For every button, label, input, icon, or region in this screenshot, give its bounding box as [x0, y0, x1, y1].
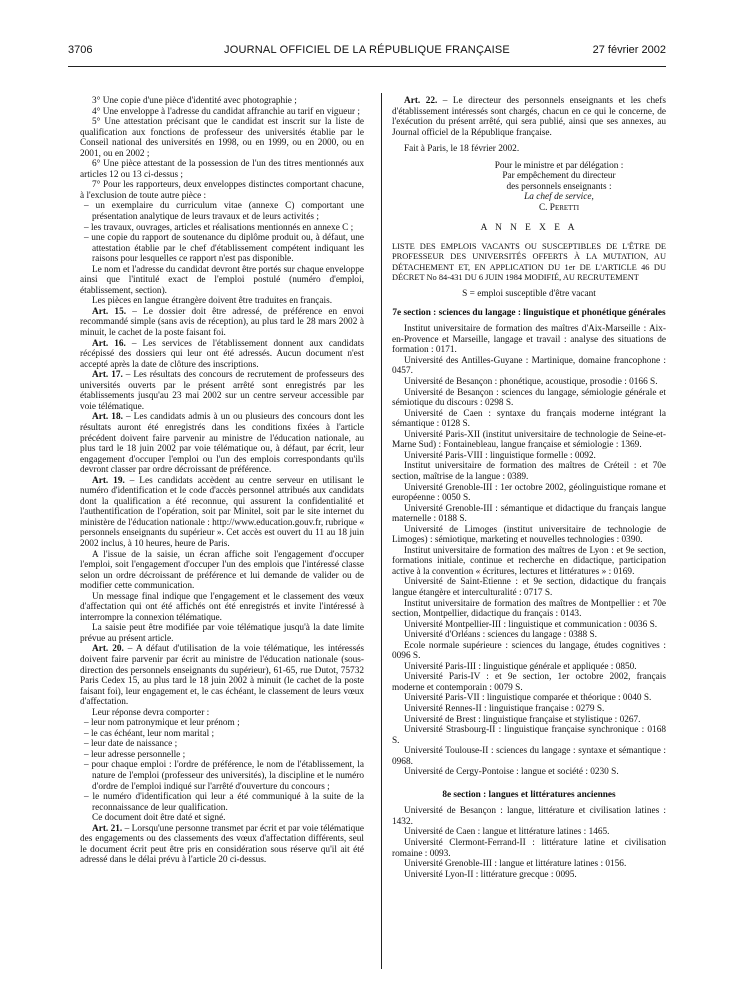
section-title-text: 8e section : langues et littératures anciennes: [442, 789, 616, 800]
paragraph-text: Les pièces en langue étrangère doivent être traduites en français.: [92, 296, 333, 307]
paragraph: [80, 729, 364, 740]
paragraph-text: – un exemplaire du curriculum vitae (annexe C) comportant une présentation analytique de leurs travaux et de leurs activités ;: [84, 201, 364, 223]
list-item: Université Grenoble-III : langue et littérature latines : 0156.: [404, 859, 627, 870]
paragraph: [80, 813, 364, 824]
paragraph: [80, 750, 364, 761]
section-title-text: 7e section : sciences du langage : linguistique et phonétique générales: [392, 307, 666, 318]
article-paragraph: [80, 307, 364, 339]
paragraph: [80, 159, 364, 180]
page-header: [68, 44, 666, 60]
paragraph-text: – Les candidats admis à un ou plusieurs des concours dont les résultats auront été enregistrés dans les conditions fixées à l'article précédent doivent faire parvenir au ministre de l'éducation nationale, au plus tard le 18 juin 2002 par voie télématique ou, à défaut, par écrit, leur engagement d'occuper l'emploi ou l'un des emplois correspondants qu'ils devront classer par ordre décroissant de préférence.: [80, 412, 364, 476]
list-item: Université Paris-III : linguistique générale et appliquée : 0850.: [404, 661, 637, 672]
paragraph-text: – Les candidats accèdent au centre serveur en utilisant le numéro d'identification et le code d'accès personnel attribués aux candidats dont la qualification a été reconnue, qui assurent la confidentialité et l'authentification de l'opération, soit par Minitel, soit par le site internet du ministère de l'éducation nationale : http://www.education.gouv.fr, rubrique « personnels enseignants du supérieur ». Cet accès est ouvert du 11 au 18 juin 2002 inclus, à 10 heures, heure de Paris.: [80, 475, 364, 549]
list-item: Université d'Orléans : sciences du langage : 0388 S.: [404, 630, 597, 641]
list-item: Université Grenoble-III : 1er octobre 2002, géolinguistique romane et européenne : 0050 S.: [392, 482, 666, 504]
paragraph: [80, 718, 364, 729]
list-item: Université Paris-IV : et 9e section, 1er octobre 2002, français moderne et contemporain : 0079 S.: [392, 672, 666, 693]
article-paragraph: [80, 339, 364, 371]
paragraph: [80, 201, 364, 222]
paragraph-text: 6° Une pièce attestant de la possession de l'un des titres mentionnés aux articles 12 ou 13 ci-dessus ;: [80, 159, 364, 180]
article-label: Art. 18.: [92, 412, 123, 423]
paragraph-text: – leur date de naissance ;: [84, 739, 178, 750]
paragraph: [80, 592, 364, 624]
paragraph-text: Le nom et l'adresse du candidat devront être portés sur chaque enveloppe ainsi que l'intitulé exact de l'emploi postulé (numéro d'emploi, établissement, section).: [80, 264, 364, 296]
paragraph-text: – le cas échéant, leur nom marital ;: [84, 728, 215, 739]
paragraph-text: La saisie peut être modifiée par voie télématique jusqu'à la date limite prévue au présent article.: [80, 623, 364, 644]
paragraph: [80, 180, 364, 201]
paragraph-text: – une copie du rapport de soutenance du diplôme produit ou, à défaut, une attestation établie par le chef d'établissement compétent indiquant les raisons pour lesquelles ce rapport n'est pas disponible.: [84, 233, 364, 265]
article-label: Art. 17.: [92, 370, 123, 381]
list-item: Université de Brest : linguistique française et stylistique : 0267.: [404, 714, 641, 725]
list-item: Université Paris-VII : linguistique comparée et théorique : 0040 S.: [404, 693, 652, 704]
paragraph: [80, 96, 364, 107]
list-item: Ecole normale supérieure : sciences du langage, études cognitives : 0096 S.: [392, 640, 666, 662]
list-item: Université de Caen : syntaxe du français moderne intégrant la sémantique : 0128 S.: [392, 408, 666, 430]
right-column: [392, 96, 666, 880]
paragraph: [80, 792, 364, 813]
article-paragraph: [80, 644, 364, 707]
paragraph-text: – leur nom patronymique et leur prénom ;: [84, 718, 240, 729]
journal-title: JOURNAL OFFICIEL DE LA RÉPUBLIQUE FRANÇAISE: [224, 44, 510, 56]
issue-date: 27 février 2002: [592, 44, 666, 56]
paragraph-text: Ce document doit être daté et signé.: [92, 813, 226, 824]
list-item: Université de Caen : langue et littérature latines : 1465.: [404, 827, 610, 838]
paragraph: [80, 623, 364, 644]
list-item: Université Strasbourg-II : linguistique française synchronique : 0168 S.: [392, 725, 666, 746]
annexe-title: A N N E X E A: [480, 223, 578, 234]
paragraph-text: – leur adresse personnelle ;: [84, 749, 186, 760]
paragraph-text: – Les services de l'établissement donnent aux candidats récépissé des dossiers qui leur ont été adressés. Aucun document n'est accepté après la date de clôture des inscriptions.: [80, 338, 364, 370]
paragraph-text: – A défaut d'utilisation de la voie télématique, les intéressés doivent faire parvenir par écrit au ministre de l'éducation nationale (sous-direction des personnels enseignants du supérieur), 61-65, rue Dutot, 75732 Paris Cedex 15, au plus tard le 18 juin 2002 à minuit (le cachet de la poste faisant foi), leur engagement et, le cas échéant, le classement de leurs vœux d'affectation.: [80, 644, 364, 708]
paragraph-text: 3° Une copie d'une pièce d'identité avec photographie ;: [92, 96, 297, 106]
list-item: Institut universitaire de formation des maîtres de Créteil : et 70e section, maîtrise de la langue : 0389.: [392, 461, 666, 482]
list-item: Université de Cergy-Pontoise : langue et société : 0230 S.: [404, 767, 619, 778]
list-item: Université Grenoble-III : sémantique et didactique du français langue maternelle : 0188 S.: [392, 503, 666, 525]
paragraph: [80, 760, 364, 792]
liste-title: LISTE DES EMPLOIS VACANTS OU SUSCEPTIBLES DE L'ÊTRE DE PROFESSEUR DES UNIVERSITÉS OFFERTS À LA MUTATION, AU DÉTACHEMENT ET, EN APPLICATION DU 1er DE L'ARTICLE 46 DU DÉCRET No 84-431 DU 6 JUIN 1984 MODIFIÉ, AU RECRUTEMENT: [392, 242, 666, 282]
paragraph-text: 5° Une attestation précisant que le candidat est inscrit sur la liste de qualification aux fonctions de professeur des universités établie par le Conseil national des universités en 1998, ou en 1999, ou en 2000, ou en 2001, ou en 2002 ;: [80, 117, 364, 159]
article-22: [392, 96, 666, 138]
article-paragraph: [80, 412, 364, 475]
paragraph-text: – Les résultats des concours de recrutement de professeurs des universités ouverts par le présent arrêté sont enregistrés par les établissements jusqu'au 23 mai 2002 sur un centre serveur accessible par voie télématique.: [80, 370, 364, 412]
paragraph-text: – les travaux, ouvrages, articles et réalisations mentionnés en annexe C ;: [84, 222, 354, 233]
article-paragraph: [80, 824, 364, 866]
paragraph: [80, 117, 364, 159]
article-text: – Le directeur des personnels enseignants et les chefs d'établissement intéressés sont chargés, chacun en ce qui le concerne, de l'exécution du présent arrêté, qui sera publié, ainsi que ses annexes, au Journal officiel de la République française.: [392, 96, 666, 138]
paragraph: [80, 296, 364, 307]
list-item: Institut universitaire de formation des maîtres de Lyon : et 9e section, formations initiale, continue et recherche en didactique, participation active à la convention « écritures, lectures et littératures » : 0169.: [392, 545, 666, 577]
paragraph-text: Leur réponse devra comporter :: [92, 707, 210, 718]
paragraph: [80, 550, 364, 592]
column-divider: [381, 93, 382, 969]
paragraph-text: 4° Une enveloppe à l'adresse du candidat affranchie au tarif en vigueur ;: [92, 106, 361, 117]
signature-line: La chef de service,: [524, 192, 594, 203]
header-rule: [68, 66, 666, 67]
paragraph: [80, 739, 364, 750]
list-item: Institut universitaire de formation des maîtres de Montpellier : et 70e section, Montpellier, didactique du français : 0143.: [392, 598, 666, 620]
list-item: Institut universitaire de formation des maîtres d'Aix-Marseille : Aix-en-Provence et Marseille, langage et travail : analyse des situations de formation : 0171.: [392, 324, 666, 356]
left-column: [80, 96, 364, 866]
paragraph: [80, 107, 364, 118]
paragraph: [80, 265, 364, 297]
list-item: Université de Besançon : phonétique, acoustique, prosodie : 0166 S.: [404, 377, 658, 388]
paragraph-text: 7° Pour les rapporteurs, deux enveloppes distinctes comportant chacune, à l'exclusion de toute autre pièce :: [80, 180, 364, 201]
signatory-name: C. Peretti: [538, 202, 580, 213]
article-paragraph: [80, 370, 364, 412]
article-label: Art. 19.: [92, 475, 125, 486]
paragraph-text: – pour chaque emploi : l'ordre de préférence, le nom de l'établissement, la nature de l'emploi (professeur des universités), la discipline et le numéro d'ordre de l'emploi indiqué sur l'arrêté d'ouverture du concours ;: [84, 760, 364, 792]
article-paragraph: [80, 476, 364, 550]
list-item: Université Toulouse-II : sciences du langage : syntaxe et sémantique : 0968.: [392, 746, 666, 767]
list-item: Université de Besançon : sciences du langage, sémiologie générale et sémiotique du discours : 0298 S.: [392, 387, 666, 409]
signature-line: des personnels enseignants :: [506, 181, 612, 192]
article-label: Art. 20.: [92, 644, 124, 655]
list-item: Université de Besançon : langue, littérature et civilisation latines : 1432.: [392, 806, 666, 827]
paragraph: [80, 708, 364, 719]
paragraph-text: – Lorsqu'une personne transmet par écrit et par voie télématique des engagements ou des classements des vœux d'affectation différents, seul le document écrit peut être pris en considération sous réserve qu'il ait été adressé dans le délai prévu à l'article 20 ci-dessus.: [80, 823, 364, 866]
page-number: 3706: [68, 44, 93, 56]
list-item: Université Paris-VIII : linguistique formelle : 0092.: [404, 450, 596, 461]
list-item: Université de Saint-Etienne : et 9e section, didactique du français langue étangère et interculturalité : 0717 S.: [392, 577, 666, 598]
paragraph: [80, 223, 364, 234]
list-item: Université Montpellier-III : linguistique et communication : 0036 S.: [404, 619, 658, 630]
list-item: Université de Limoges (institut universitaire de technologie de Limoges) : sémiotique, marketing et nouvelles technologies : 0390.: [392, 524, 666, 546]
paragraph-text: – Le dossier doit être adressé, de préférence en envoi recommandé simple (sans avis de réception), au plus tard le 28 mars 2002 à minuit, le cachet de la poste faisant foi.: [80, 306, 364, 339]
list-item: Université Paris-XII (institut universitaire de technologie de Seine-et-Marne Sud) : Fontainebleau, langue française et sémiologie : 1369.: [392, 429, 666, 451]
list-item: Université Lyon-II : littérature grecque : 0095.: [404, 869, 577, 880]
paragraph-text: Un message final indique que l'engagement et le classement des vœux d'affectation qui ont été affichés ont été enregistrés et invite l'intéressé à interrompre la connexion télématique.: [80, 591, 364, 623]
paragraph-text: A l'issue de la saisie, un écran affiche soit l'engagement d'occuper l'emploi, soit l'engagement d'occuper l'un des emplois que l'intéressé classe selon un ordre décroissant de préférence et lui demande de valider ou de modifier cette communication.: [80, 549, 364, 592]
list-item: Université des Antilles-Guyane : Martinique, domaine francophone : 0457.: [392, 355, 666, 377]
article-label: Art. 21.: [92, 823, 123, 834]
list-item: Université Clermont-Ferrand-II : littérature latine et civilisation romaine : 0093.: [392, 838, 666, 859]
legend: S = emploi susceptible d'être vacant: [462, 289, 596, 300]
paragraph-text: – le numéro d'identification qui leur a été communiqué à la suite de la reconnaissance de leur qualification.: [84, 792, 364, 813]
article-label: Art. 15.: [92, 306, 127, 317]
signature-line: Par empêchement du directeur: [502, 171, 616, 182]
section-7-title: [392, 308, 666, 319]
list-item: Université Rennes-II : linguistique française : 0279 S.: [404, 703, 605, 714]
article-label: Art. 22.: [404, 96, 438, 106]
signature-line: Pour le ministre et par délégation :: [494, 160, 624, 171]
section-7-entries: [392, 324, 666, 778]
section-8-entries: [392, 806, 666, 880]
paragraph: [80, 233, 364, 265]
section-8-title: [392, 790, 666, 801]
fait-a-paris: Fait à Paris, le 18 février 2002.: [404, 144, 520, 155]
article-label: Art. 16.: [92, 338, 126, 349]
